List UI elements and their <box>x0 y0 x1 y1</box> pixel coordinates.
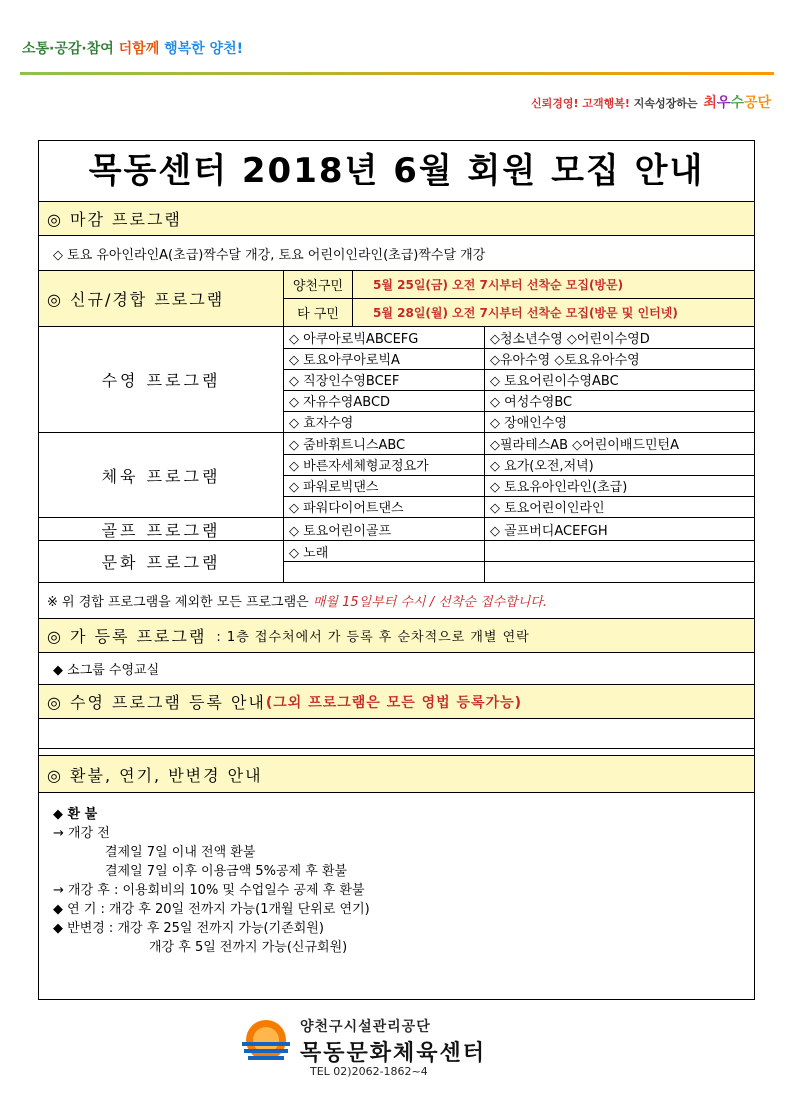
mascot-char-2: 우 <box>716 95 731 111</box>
culture-item: ◇ 노래 <box>289 545 329 561</box>
pre-reg-sub: : 1층 접수처에서 가 등록 후 순차적으로 개별 연락 <box>216 630 530 645</box>
pe-item: ◇ 줌바휘트니스ABC <box>289 438 406 453</box>
swim-item: ◇ 여성수영BC <box>490 395 573 410</box>
swim-item: ◇ 아쿠아로빅ABCEFG <box>289 332 419 347</box>
slogan-highlight: 더함께 <box>118 41 160 57</box>
new-combined-heading: ◎ 신규/경합 프로그램 <box>47 290 225 309</box>
refund-line: → 개강 전 <box>53 826 110 841</box>
mascot-char-3: 수 <box>730 95 744 111</box>
closing-text: ◇ 토요 유아인라인A(초급)짝수달 개강, 토요 어린이인라인(초급)짝수달 개강 <box>39 236 754 271</box>
refund-line: → 개강 후 : 이용회비의 10% 및 수업일수 공제 후 환불 <box>53 883 365 898</box>
swim-item: ◇ 장애인수영 <box>490 416 567 431</box>
nonresident-label: 타 구민 <box>297 307 339 322</box>
header-divider <box>20 72 774 75</box>
resident-schedule: 5월 25일(금) 오전 7시부터 선착순 모집(방문) <box>373 278 624 292</box>
note-text: ※ 위 경합 프로그램을 제외한 모든 프로그램은 <box>47 595 313 610</box>
swim-item: ◇ 자유수영ABCD <box>289 395 391 410</box>
mascot-logo <box>703 92 771 112</box>
refund-heading: ◎ 환불, 연기, 반변경 안내 <box>39 755 754 793</box>
refund-line: 개강 후 5일 전까지 가능(신규회원) <box>149 940 348 955</box>
footer-center-name: 목동문화체육센터 <box>300 1041 487 1066</box>
refund-line: ◆ 반변경 : 개강 후 25일 전까지 가능(기존회원) <box>53 921 324 936</box>
refund-line: 결제일 7일 이후 이용금액 5%공제 후 환불 <box>105 864 348 879</box>
center-logo-icon <box>238 1018 294 1064</box>
footer-org: 양천구시설관리공단 <box>300 1019 431 1035</box>
new-combined-section <box>39 271 754 327</box>
swim-item: ◇ 효자수영 <box>289 416 354 431</box>
nonresident-schedule: 5월 28일(월) 오전 7시부터 선착순 모집(방문 및 인터넷) <box>373 306 678 320</box>
pre-reg-section <box>39 619 754 653</box>
mascot-char-4: 공단 <box>743 95 771 111</box>
mascot-char-1: 최 <box>703 95 717 111</box>
pre-reg-heading: ◎ 가 등록 프로그램 <box>47 627 207 646</box>
swim-item: ◇ 토요아쿠아로빅A <box>289 353 400 368</box>
pe-item: ◇ 토요어린이인라인 <box>490 501 605 516</box>
slogan-end: 행복한 양천! <box>164 41 243 57</box>
note-highlight: 매월 15일부터 수시 / 선착순 접수합니다. <box>312 595 547 610</box>
swim-reg-blank <box>39 719 754 749</box>
pe-item: ◇ 바른자세체형교정요가 <box>289 459 429 474</box>
refund-line: 결제일 7일 이내 전액 환불 <box>105 845 256 860</box>
tagline-part-3: 지속성장하는 <box>633 97 698 110</box>
resident-label: 양천구민 <box>292 279 344 294</box>
pe-item: ◇ 파워로빅댄스 <box>289 480 379 495</box>
refund-body <box>39 805 754 957</box>
swim-item: ◇청소년수영 ◇어린이수영D <box>490 332 650 347</box>
pe-item: ◇ 파워다이어트댄스 <box>289 501 404 516</box>
header-slogan <box>22 38 243 58</box>
pre-reg-item: ◆ 소그룹 수영교실 <box>39 653 754 685</box>
closing-heading: ◎ 마감 프로그램 <box>39 202 754 236</box>
pe-item: ◇필라테스AB ◇어린이배드민턴A <box>490 438 679 453</box>
golf-item: ◇ 골프버디ACEFGH <box>490 523 608 539</box>
golf-item: ◇ 토요어린이골프 <box>289 523 392 539</box>
swim-reg-heading: ◎ 수영 프로그램 등록 안내 <box>47 693 266 712</box>
slogan-text: 소통·공감·참여 <box>22 41 114 57</box>
notice-frame <box>38 140 755 1000</box>
refund-line: ◆ 환 불 <box>53 807 98 822</box>
pe-item: ◇ 요가(오전,저녁) <box>490 459 594 474</box>
notice-note <box>39 583 754 619</box>
pe-program-name: 체육 프로그램 <box>101 466 221 486</box>
header-tagline <box>531 92 771 112</box>
culture-program-name: 문화 프로그램 <box>101 553 221 572</box>
swim-item: ◇ 직장인수영BCEF <box>289 374 400 389</box>
golf-program-name: 골프 프로그램 <box>101 520 221 540</box>
tagline-part-2: 고객행복! <box>582 97 630 110</box>
tagline-part-1: 신뢰경영! <box>530 97 579 110</box>
refund-line: ◆ 연 기 : 개강 후 20일 전까지 가능(1개월 단위로 연기) <box>53 902 370 917</box>
pe-item: ◇ 토요유아인라인(초급) <box>490 480 628 495</box>
swim-reg-section <box>39 685 754 719</box>
swim-program-name: 수영 프로그램 <box>101 371 221 390</box>
swim-item: ◇유아수영 ◇토요유아수영 <box>490 353 640 368</box>
swim-reg-highlight: (그외 프로그램은 모든 영법 등록가능) <box>265 694 523 711</box>
program-table <box>39 327 754 583</box>
swim-item: ◇ 토요어린이수영ABC <box>490 374 619 389</box>
page-title: 목동센터 2018년 6월 회원 모집 안내 <box>39 141 754 202</box>
footer-tel: TEL 02)2062-1862~4 <box>310 1065 428 1078</box>
